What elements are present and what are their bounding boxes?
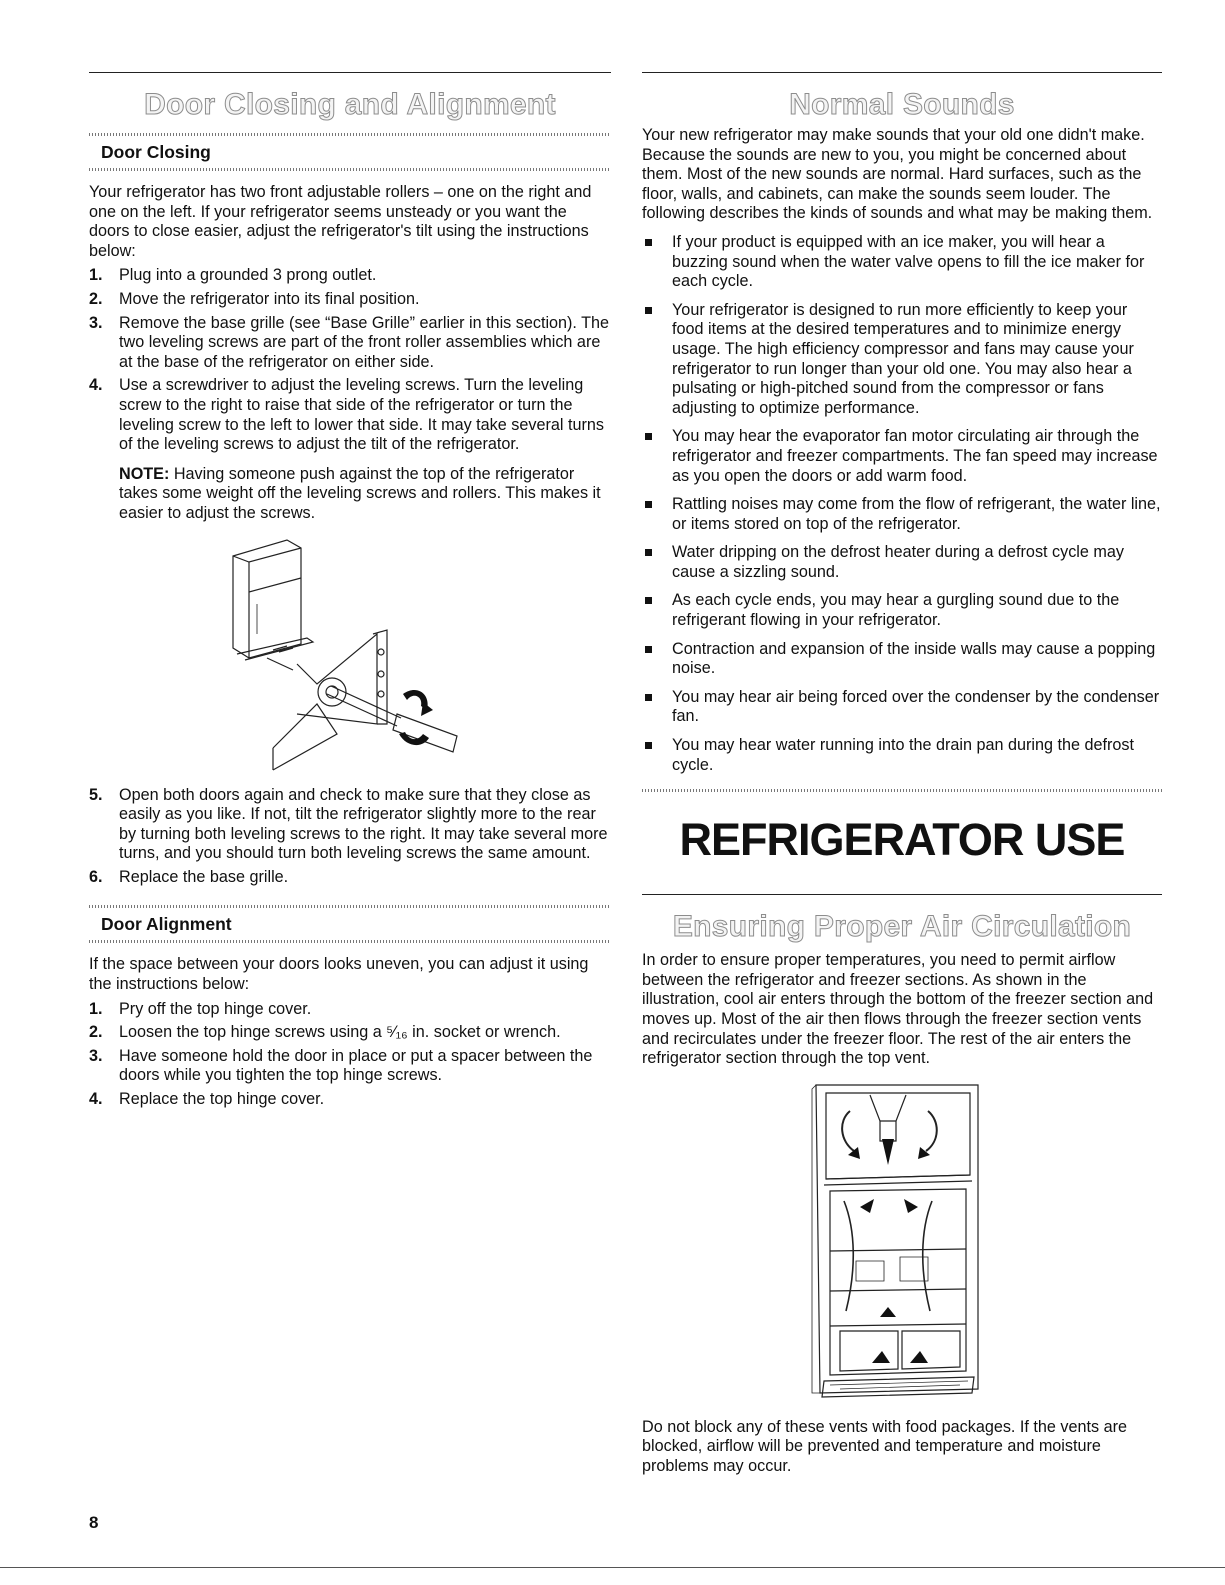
door-closing-steps <box>89 266 611 523</box>
step-item: 4. Use a screwdriver to adjust the leveling screws. Turn the leveling screw to the right to raise that side of the refrigerator or turn the leveling screw to the left to lower that side. It may take several turns of the leveling screws to adjust the tilt of the refrigerator. NOTE: Having someone push against the top of the refrigerator takes some weight off the leveling screws and rollers. This makes it easier to adjust the screws. <box>89 376 611 523</box>
step-item: 1. Plug into a grounded 3 prong outlet. <box>89 266 377 285</box>
footer-rule <box>0 1567 1225 1568</box>
step-item: 3. Have someone hold the door in place or put a spacer between the doors while you tighten the top hinge screws. <box>89 1046 593 1085</box>
right-column <box>642 0 1162 1477</box>
list-item: As each cycle ends, you may hear a gurgling sound due to the refrigerant flowing in your refrigerator. <box>642 591 1162 630</box>
list-item: If your product is equipped with an ice maker, you will hear a buzzing sound when the water valve opens to fill the ice maker for each cycle. <box>642 233 1162 292</box>
door-closing-intro: Your refrigerator has two front adjustable rollers – one on the right and one on the left. If your refrigerator seems unsteady or you want the doors to close easier, adjust the refrigerator's tilt using the instructions below: <box>89 183 592 260</box>
chapter-rule <box>642 789 1162 792</box>
air-circulation-illustration <box>810 1081 990 1411</box>
bullet-square-icon <box>645 433 652 440</box>
leveling-screw-illustration <box>227 534 487 774</box>
list-item: You may hear water running into the drain pan during the defrost cycle. <box>642 736 1162 775</box>
bullet-square-icon <box>645 239 652 246</box>
subhead-rule <box>89 905 611 908</box>
bullet-square-icon <box>645 549 652 556</box>
step-item: 3. Remove the base grille (see “Base Grille” earlier in this section). The two leveling screws are part of the front roller assemblies which are at the base of the refrigerator on either side. <box>89 313 610 371</box>
subhead-door-closing: Door Closing <box>101 142 211 162</box>
air-circulation-outro: Do not block any of these vents with food packages. If the vents are blocked, airflow will be prevented and temperature and moisture problems may occur. <box>642 1417 1128 1475</box>
subhead-rule <box>89 133 611 136</box>
note: NOTE: Having someone push against the top of the refrigerator takes some weight off the leveling screws and rollers. This makes it easier to adjust the screws. <box>119 464 601 522</box>
bullet-square-icon <box>645 501 652 508</box>
list-item: Your refrigerator is designed to run more efficiently to keep your food items at the desired temperatures and to minimize energy usage. The high efficiency compressor and fans may cause your refrigerator to run longer than your old one. You may also hear a pulsating or high-pitched sound from the compressor or fans adjusting to optimize performance. <box>642 301 1162 419</box>
step-item: 2. Loosen the top hinge screws using a ⁵⁄₁₆ in. socket or wrench. <box>89 1023 561 1042</box>
subhead-door-alignment: Door Alignment <box>101 914 232 935</box>
section-top-rule <box>89 72 611 73</box>
section-top-rule <box>642 894 1162 895</box>
list-item: Contraction and expansion of the inside walls may cause a popping noise. <box>642 640 1162 679</box>
door-closing-steps-continued <box>89 786 611 888</box>
section-top-rule <box>642 72 1162 73</box>
left-column <box>89 0 611 1110</box>
subhead-rule <box>89 940 611 943</box>
step-item: 6. Replace the base grille. <box>89 867 289 886</box>
bullet-square-icon <box>645 694 652 701</box>
bullet-square-icon <box>645 646 652 653</box>
bullet-square-icon <box>645 307 652 314</box>
step-item: 2. Move the refrigerator into its final position. <box>89 289 420 308</box>
normal-sounds-list <box>642 233 1162 775</box>
door-alignment-steps <box>89 1000 611 1110</box>
step-item: 5. Open both doors again and check to make sure that they close as easily as you like. If not, tilt the refrigerator slightly more to the rear by turning both leveling screws to the right. It may take several more turns, and you should turn both leveling screws the same amount. <box>89 785 608 863</box>
section-title-air-circulation: Ensuring Proper Air Circulation <box>672 910 1132 944</box>
section-title-door-closing-alignment: Door Closing and Alignment <box>144 88 556 121</box>
page-number: 8 <box>89 1513 99 1532</box>
list-item: You may hear air being forced over the condenser by the condenser fan. <box>642 688 1162 727</box>
normal-sounds-intro: Your new refrigerator may make sounds that your old one didn't make. Because the sounds are new to you, you might be concerned about them. Most of the new sounds are normal. Hard surfaces, such as the floor, walls, and cabinets, can make the sounds seem louder. The following describes the kinds of sounds and what may be making them. <box>642 126 1153 223</box>
bullet-square-icon <box>645 742 652 749</box>
list-item: Water dripping on the defrost heater during a defrost cycle may cause a sizzling sound. <box>642 543 1162 582</box>
bullet-square-icon <box>645 597 652 604</box>
list-item: Rattling noises may come from the flow of refrigerant, the water line, or items stored on top of the refrigerator. <box>642 495 1162 534</box>
air-circulation-intro: In order to ensure proper temperatures, you need to permit airflow between the refrigerator and freezer sections. As shown in the illustration, cool air enters through the bottom of the freezer section and moves up. Most of the air then flows through the freezer section vents and recirculates under the freezer floor. The rest of the air enters the refrigerator section through the top vent. <box>642 951 1154 1068</box>
list-item: You may hear the evaporator fan motor circulating air through the refrigerator and freezer compartments. The fan speed may increase as you open the doors or add warm food. <box>642 427 1162 486</box>
subhead-rule <box>89 168 611 171</box>
door-alignment-intro: If the space between your doors looks uneven, you can adjust it using the instructions below: <box>89 955 589 994</box>
chapter-title: REFRIGERATOR USE <box>679 814 1125 866</box>
section-title-normal-sounds: Normal Sounds <box>789 88 1015 121</box>
step-item: 1. Pry off the top hinge cover. <box>89 999 312 1018</box>
step-item: 4. Replace the top hinge cover. <box>89 1090 325 1109</box>
